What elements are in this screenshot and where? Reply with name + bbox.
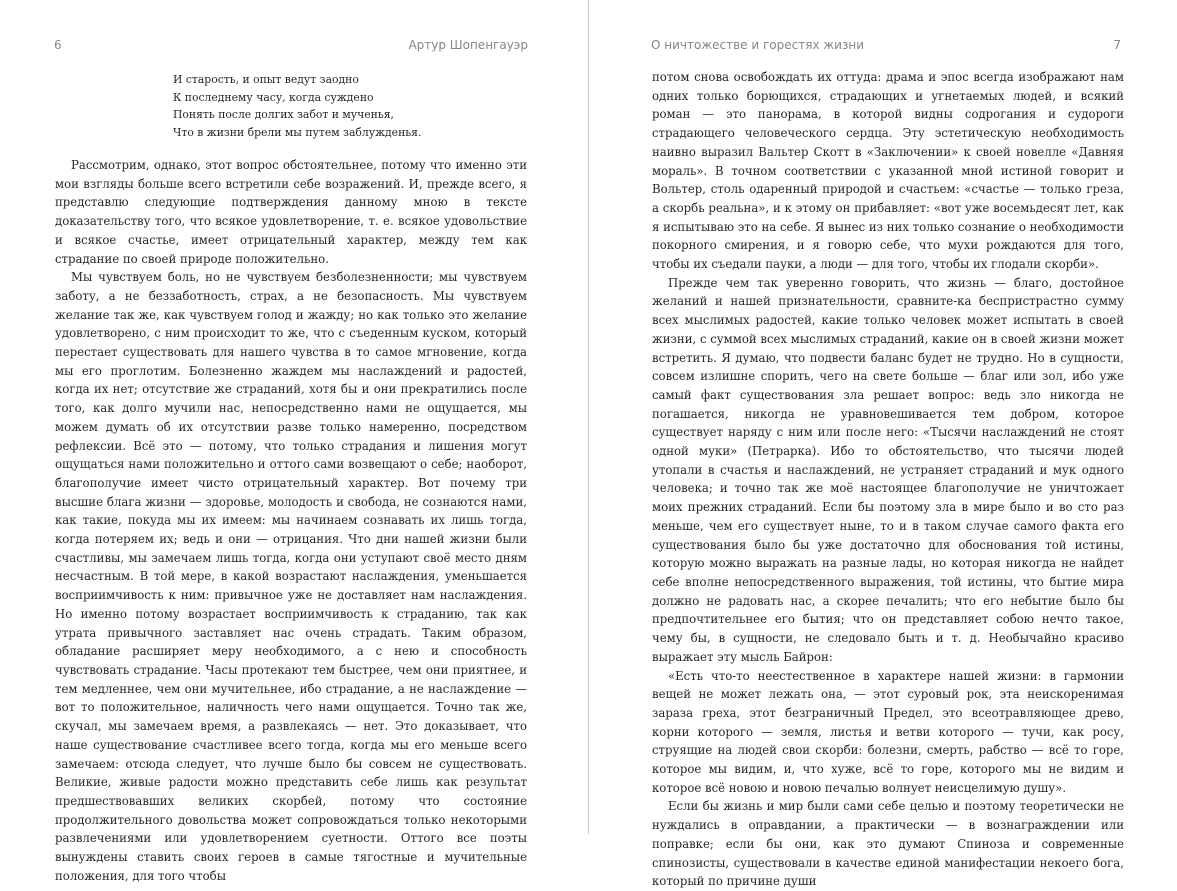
left-running-head: Артур Шопенгауэр (408, 38, 528, 52)
right-page-number: 7 (1113, 38, 1121, 52)
right-running-head: О ничтожестве и горестях жизни (651, 38, 864, 52)
left-page-header (54, 38, 528, 56)
left-page-number: 6 (54, 38, 62, 52)
epigraph: И старость, и опыт ведут заодно К последнему часу, когда суждено Понять после долгих забот и мученья, Что в жизни брели мы путем заблужденья. (173, 73, 422, 139)
right-page-header (651, 38, 1121, 56)
left-body-text (55, 156, 527, 885)
paragraph: Если бы жизнь и мир были сами себе целью и поэтому теоретически не нуждались в оправдании, а практически — в вознаграждении или поправке; если бы они, как это думают Спиноза и современные спинозисты, существовали в качестве единой манифестации некоего бога, который по причине души (652, 799, 1124, 889)
right-page (589, 0, 1177, 889)
paragraph: потом снова освобождать их оттуда: драма и эпос всегда изображают нам одних только борющихся, страдающих и угнетаемых людей, и всякий роман — это панорама, в которой видны содрогания и судороги страдающего человеческого сердца. Эту эстетическую необходимость наивно выразил Вальтер Скотт в «Заключении» к своей новелле «Давняя мораль». В точном соответствии с указанной мной истиной говорит и Вольтер, столь одаренный природой и счастьем: «счастье — только греза, а скорбь реальна», и к этому он прибавляет: «вот уже восемьдесят лет, как я испытываю это на себе. Я вынес из них только сознание о необходимости покорного смирения, и я говорю себе, что мухи рождаются для того, чтобы их съедали пауки, а люди — для того, чтобы их глодали скорби». (652, 70, 1124, 272)
left-page (0, 0, 588, 883)
paragraph: Рассмотрим, однако, этот вопрос обстоятельнее, потому что именно эти мои взгляды больше всего встретили себе возражений. И, прежде всего, я представлю следующие подтверждения данному мною в тексте доказательству того, что всякое удовлетворение, т. е. всякое удовольствие и всякое счастье, имеет отрицательный характер, между тем как страдание по своей природе положительно. (55, 158, 527, 266)
right-body-text (652, 68, 1124, 891)
paragraph: Мы чувствуем боль, но не чувствуем безболезненности; мы чувствуем заботу, а не беззаботность, страх, а не безопасность. Мы чувствуем желание так же, как чувствуем голод и жажду; но как только это желание удовлетворено, с ним происходит то же, что с съеденным куском, который перестает существовать для нашего чувства в то самое мгновение, когда мы его проглотим. Болезненно жаждем мы наслаждений и радостей, когда их нет; отсутствие же страданий, хотя бы и они прекратились после того, как долго мучили нас, непосредственно нами не ощущается, мы можем думать об их отсутствии разве только намеренно, посредством рефлексии. Всё это — потому, что только страдания и лишения могут ощущаться нами положительно и оттого сами возвещают о себе; наоборот, благополучие имеет чисто отрицательный характер. Вот почему три высшие блага жизни — здоровье, молодость и свобода, не сознаются нами, как такие, покуда мы их имеем: мы начинаем сознавать их лишь тогда, когда потеряем их; ведь и они — отрицания. Что дни нашей жизни были счастливы, мы замечаем лишь тогда, когда они уступают своё место дням несчастным. В той мере, в какой возрастают наслаждения, уменьшается восприимчивость к ним: привычное уже не доставляет нам наслаждения. Но именно потому возрастает восприимчивость к страданию, так как утрата привычного заставляет нас очень страдать. Таким образом, обладание расширяет меру необходимого, а с нею и способность чувствовать страдание. Часы протекают тем быстрее, чем они приятнее, и тем медленнее, чем они мучительнее, ибо страдание, а не наслаждение — вот то положительное, наличность чего нами ощущается. Точно так же, скучал, мы замечаем время, а развлекаясь — нет. Это доказывает, что наше существование счастливее всего тогда, когда мы его меньше всего замечаем: отсюда следует, что лучше было бы совсем не существовать. Великие, живые радости можно представить себе лишь как результат предшествовавших великих скорбей, потому что состояние продолжительного довольства может сопровождаться только некоторыми развлечениями или удовлетворением суетности. Оттого все поэты вынуждены ставить своих героев в самые тягостные и мучительные положения, для того чтобы (55, 270, 527, 883)
paragraph: Прежде чем так уверенно говорить, что жизнь — благо, достойное желаний и нашей признательности, сравните-ка беспристрастно сумму всех мыслимых радостей, какие только человек может испытать в своей жизни, с суммой всех мыслимых страданий, какие он в своей жизни может встретить. Я думаю, что подвести баланс будет не трудно. Но в сущности, совсем излишне спорить, чего на свете больше — благ или зол, ибо уже самый факт существования зла решает вопрос: ведь зло никогда не погашается, никогда не уравновешивается тем добром, которое существует наряду с ним или после него: «Тысячи наслаждений не стоят одной муки» (Петрарка). Ибо то обстоятельство, что тысячи людей утопали в счастья и наслаждений, не устраняет страданий и мук одного человека; и точно так же моё настоящее благополучие не уничтожает моих прежних страданий. Если бы поэтому зла в мире было и во сто раз меньше, чем его существует ныне, то и в таком случае самого факта его существования было бы уже достаточно для обоснования той истины, которую можно выражать на разные лады, но которая никогда не найдет себе вполне непосредственного выражения, той истины, что бытие мира должно не радовать нас, а скорее печалить; что его небытие было бы предпочтительнее его бытия; что он представляет собою нечто такое, чему бы, в сущности, не следовало быть и т. д. Необычайно красиво выражает эту мысль Байрон: (652, 275, 1124, 664)
quote-paragraph: «Есть что-то неестественное в характере нашей жизни: в гармонии вещей не может лежать она, — этот суровый рок, эта неискоренимая зараза греха, этот безграничный Предел, это всеотравляющее древо, корни которого — земля, листья и ветви которого — тучи, как росу, струящие на людей свои скорби: болезни, смерть, рабство — всё то горе, которое мы видим, и, что хуже, всё то горе, которого мы не видим и которое всё новою и новою печалью волнует неисцелимую душу». (652, 668, 1124, 795)
